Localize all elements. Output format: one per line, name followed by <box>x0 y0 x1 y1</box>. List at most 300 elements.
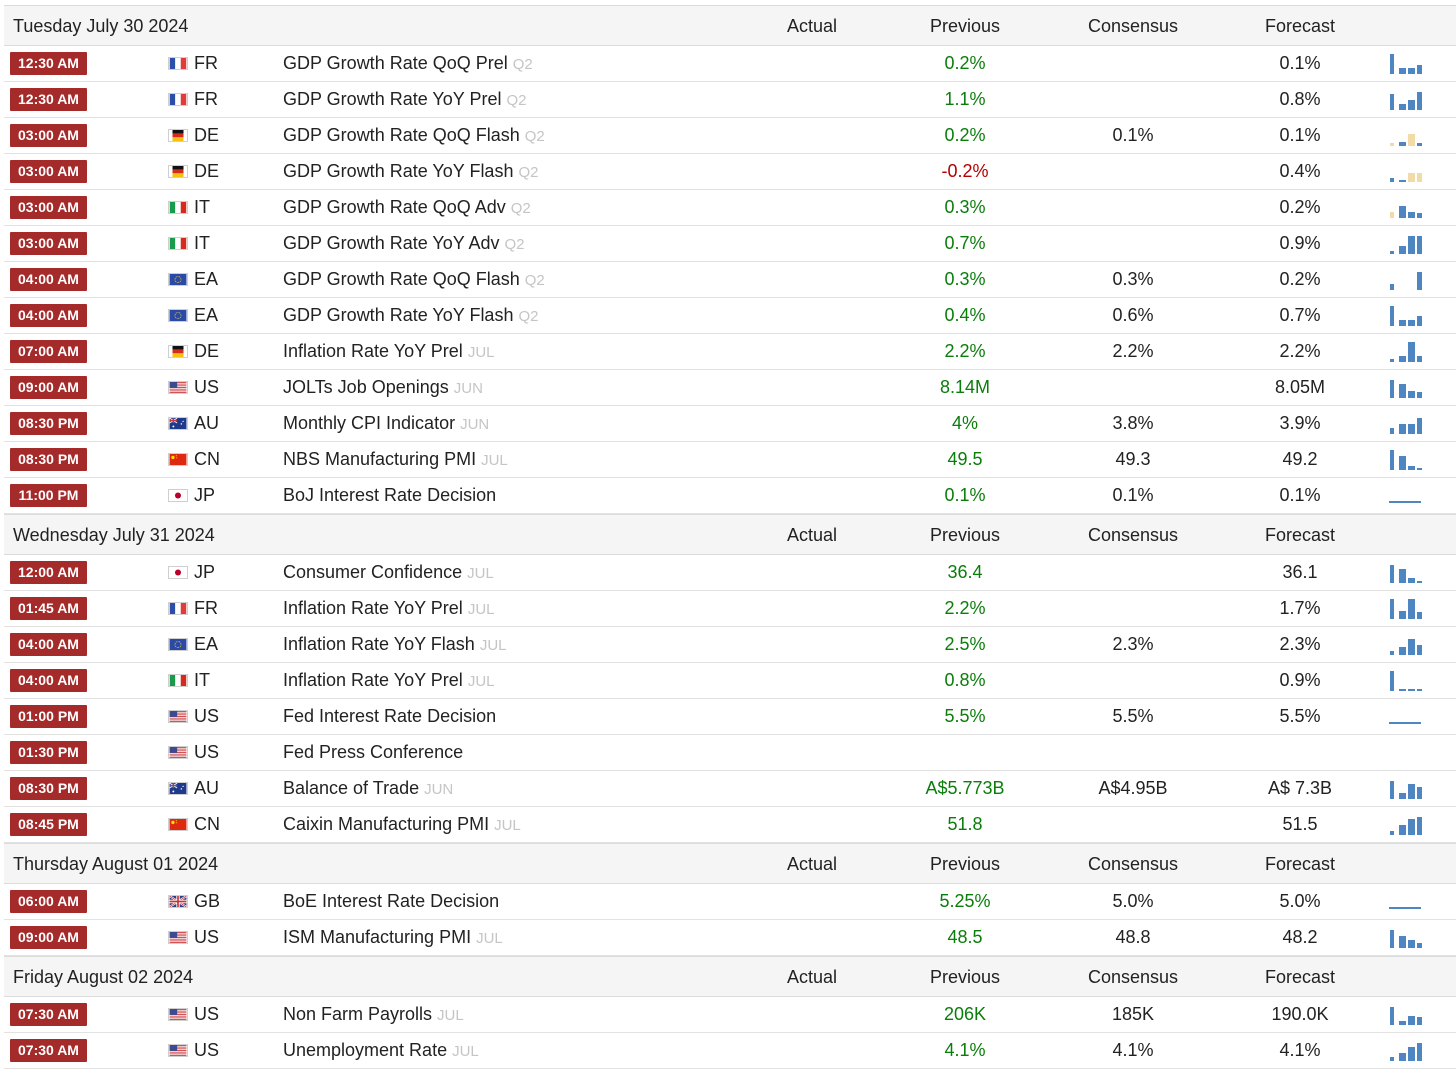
sparkline-bar <box>1417 65 1422 74</box>
sparkline-bar <box>1390 1057 1394 1061</box>
country-code: FR <box>194 598 218 618</box>
event-period: Q2 <box>518 164 539 181</box>
column-actual[interactable]: Actual <box>786 525 838 545</box>
sparkline-flat-line <box>1389 501 1421 503</box>
country-code: US <box>194 927 220 947</box>
sparkline-bar <box>1399 320 1406 326</box>
forecast-value: 5.0% <box>1279 891 1321 911</box>
sparkline-chart[interactable] <box>1388 778 1422 800</box>
forecast-value: 0.2% <box>1279 269 1321 289</box>
event-name-link[interactable] <box>283 197 531 218</box>
forecast-value: 8.05M <box>1274 377 1326 397</box>
sparkline-bar <box>1399 180 1406 182</box>
country-code: CN <box>194 814 220 834</box>
event-time-badge: 07:30 AM <box>10 1003 87 1026</box>
event-row[interactable] <box>4 118 1456 154</box>
event-name-link[interactable] <box>283 125 545 146</box>
day-header <box>4 514 1456 555</box>
event-row[interactable] <box>4 735 1456 771</box>
country-code: US <box>194 1004 220 1024</box>
column-forecast[interactable]: Forecast <box>1264 16 1336 36</box>
event-name-link[interactable] <box>283 449 508 470</box>
column-previous[interactable]: Previous <box>929 854 1001 874</box>
column-actual[interactable]: Actual <box>786 967 838 987</box>
sparkline-bar <box>1390 178 1394 182</box>
sparkline-chart[interactable] <box>1388 125 1422 147</box>
sparkline-bar <box>1390 599 1394 619</box>
sparkline-bar <box>1408 391 1415 398</box>
event-name: JOLTs Job Openings <box>283 377 449 397</box>
previous-value: 4.1% <box>944 1040 986 1060</box>
sparkline-bar <box>1399 793 1406 799</box>
event-row[interactable] <box>4 663 1456 699</box>
column-previous[interactable]: Previous <box>929 525 1001 545</box>
us-flag-icon <box>168 710 188 723</box>
previous-value: 0.3% <box>944 197 986 217</box>
previous-value: 0.2% <box>944 125 986 145</box>
event-name-link[interactable] <box>283 1004 464 1025</box>
country-code: JP <box>194 485 216 505</box>
forecast-value: 0.9% <box>1279 233 1321 253</box>
au-flag-icon <box>168 782 188 795</box>
column-consensus[interactable]: Consensus <box>1087 967 1179 987</box>
event-name-link[interactable] <box>283 1040 479 1061</box>
sparkline-bar <box>1390 251 1394 254</box>
sparkline-chart[interactable] <box>1388 634 1422 656</box>
sparkline-bar <box>1399 569 1406 583</box>
event-name-link[interactable] <box>283 161 538 182</box>
previous-value: 0.8% <box>944 670 986 690</box>
sparkline-bar <box>1390 94 1394 110</box>
consensus-value: 49.3 <box>1115 449 1151 469</box>
eu-flag-icon <box>168 638 188 651</box>
sparkline-chart[interactable] <box>1388 161 1422 183</box>
column-consensus[interactable]: Consensus <box>1087 525 1179 545</box>
event-name-link[interactable] <box>283 634 507 655</box>
event-time-badge: 03:00 AM <box>10 160 87 183</box>
event-name-link[interactable] <box>283 814 521 835</box>
sparkline-chart[interactable] <box>1388 53 1422 75</box>
event-time-badge: 01:45 AM <box>10 597 87 620</box>
sparkline-bar <box>1399 142 1406 146</box>
forecast-value: 2.2% <box>1279 341 1321 361</box>
sparkline-bar <box>1408 424 1415 434</box>
day-header <box>4 5 1456 46</box>
previous-value: 5.5% <box>944 706 986 726</box>
previous-value: 2.5% <box>944 634 986 654</box>
fr-flag-icon <box>168 602 188 615</box>
sparkline-bar <box>1417 817 1422 835</box>
sparkline-bar <box>1399 424 1406 434</box>
event-name-link[interactable] <box>283 377 483 398</box>
sparkline-chart[interactable] <box>1388 814 1422 836</box>
jp-flag-icon <box>168 566 188 579</box>
event-row[interactable] <box>4 478 1456 514</box>
event-row[interactable] <box>4 334 1456 370</box>
event-name: NBS Manufacturing PMI <box>283 449 477 469</box>
sparkline-bar <box>1390 428 1394 434</box>
event-time-badge: 01:30 PM <box>10 741 87 764</box>
sparkline-bar <box>1408 819 1415 835</box>
event-row[interactable] <box>4 555 1456 591</box>
event-row[interactable] <box>4 190 1456 226</box>
event-name-link[interactable] <box>283 562 494 583</box>
country-code: US <box>194 706 220 726</box>
event-row[interactable] <box>4 154 1456 190</box>
forecast-value: 1.7% <box>1279 598 1321 618</box>
sparkline-bar <box>1390 380 1394 398</box>
sparkline-chart[interactable] <box>1388 449 1422 471</box>
event-period: JUL <box>452 1043 479 1060</box>
event-name: Fed Interest Rate Decision <box>283 706 497 726</box>
sparkline-bar <box>1417 418 1422 434</box>
sparkline-chart[interactable] <box>1388 598 1422 620</box>
forecast-value: 0.1% <box>1279 485 1321 505</box>
sparkline-bar <box>1408 1016 1415 1025</box>
forecast-value: A$ 7.3B <box>1267 778 1333 798</box>
consensus-value: A$4.95B <box>1098 778 1168 798</box>
sparkline-flat-line <box>1389 907 1421 909</box>
previous-value: 48.5 <box>947 927 983 947</box>
sparkline-bar <box>1408 320 1415 326</box>
forecast-value: 2.3% <box>1279 634 1321 654</box>
sparkline-bar <box>1390 565 1394 583</box>
country-code: US <box>194 1040 220 1060</box>
sparkline-bar <box>1417 356 1422 362</box>
sparkline-bar <box>1399 206 1406 218</box>
previous-value: 5.25% <box>939 891 991 911</box>
sparkline-bar <box>1408 578 1415 583</box>
event-row[interactable] <box>4 1033 1456 1069</box>
sparkline-bar <box>1417 645 1422 655</box>
country-code: EA <box>194 634 219 654</box>
forecast-value: 5.5% <box>1279 706 1321 726</box>
sparkline-bar <box>1390 450 1394 470</box>
column-forecast[interactable]: Forecast <box>1264 854 1336 874</box>
event-name-link[interactable] <box>283 742 468 763</box>
column-previous[interactable]: Previous <box>929 16 1001 36</box>
event-name: Monthly CPI Indicator <box>283 413 456 433</box>
country-code: JP <box>194 562 216 582</box>
event-time-badge: 12:30 AM <box>10 88 87 111</box>
sparkline-bar <box>1390 306 1394 326</box>
sparkline-chart[interactable] <box>1388 742 1422 764</box>
sparkline-chart[interactable] <box>1388 562 1422 584</box>
event-row[interactable] <box>4 298 1456 334</box>
forecast-value: 4.1% <box>1279 1040 1321 1060</box>
sparkline-chart[interactable] <box>1388 927 1422 949</box>
sparkline-flat-line <box>1389 722 1421 724</box>
consensus-value: 0.1% <box>1112 125 1154 145</box>
event-time-badge: 04:00 AM <box>10 633 87 656</box>
event-name: Unemployment Rate <box>283 1040 448 1060</box>
column-consensus[interactable]: Consensus <box>1087 854 1179 874</box>
sparkline-bar <box>1417 392 1422 398</box>
sparkline-chart[interactable] <box>1388 269 1422 291</box>
country-code: US <box>194 742 220 762</box>
sparkline-bar <box>1408 940 1415 948</box>
event-row[interactable] <box>4 920 1456 956</box>
event-time-badge: 04:00 AM <box>10 304 87 327</box>
sparkline-chart[interactable] <box>1388 891 1422 913</box>
event-name: Inflation Rate YoY Flash <box>283 634 475 654</box>
sparkline-chart[interactable] <box>1388 197 1422 219</box>
sparkline-bar <box>1390 930 1394 948</box>
sparkline-bar <box>1417 689 1422 691</box>
sparkline-bar <box>1390 781 1394 799</box>
sparkline-chart[interactable] <box>1388 1040 1422 1062</box>
sparkline-bar <box>1417 943 1422 948</box>
consensus-value: 2.3% <box>1112 634 1154 654</box>
event-row[interactable] <box>4 82 1456 118</box>
consensus-value: 5.5% <box>1112 706 1154 726</box>
event-period: Q2 <box>518 308 539 325</box>
event-time-badge: 08:30 PM <box>10 448 87 471</box>
country-code: IT <box>194 670 210 690</box>
event-name: BoE Interest Rate Decision <box>283 891 500 911</box>
event-row[interactable] <box>4 627 1456 663</box>
event-time-badge: 07:30 AM <box>10 1039 87 1062</box>
event-name-link[interactable] <box>283 598 495 619</box>
event-row[interactable] <box>4 442 1456 478</box>
event-name: ISM Manufacturing PMI <box>283 927 472 947</box>
country-code: FR <box>194 89 218 109</box>
us-flag-icon <box>168 381 188 394</box>
day-date: Tuesday July 30 2024 <box>13 16 189 36</box>
country-code: IT <box>194 197 210 217</box>
event-period: Q2 <box>524 128 545 145</box>
event-name-link[interactable] <box>283 706 501 727</box>
event-time-badge: 12:00 AM <box>10 561 87 584</box>
event-name-link[interactable] <box>283 53 533 74</box>
event-row[interactable] <box>4 226 1456 262</box>
forecast-value: 0.2% <box>1279 197 1321 217</box>
event-period: JUL <box>494 817 521 834</box>
previous-value: A$5.773B <box>925 778 1005 798</box>
previous-value: 2.2% <box>944 341 986 361</box>
sparkline-chart[interactable] <box>1388 341 1422 363</box>
de-flag-icon <box>168 165 188 178</box>
event-row[interactable] <box>4 771 1456 807</box>
event-period: JUL <box>479 637 507 654</box>
sparkline-bar <box>1417 173 1422 182</box>
event-row[interactable] <box>4 262 1456 298</box>
sparkline-bar <box>1390 1007 1394 1025</box>
event-row[interactable] <box>4 406 1456 442</box>
event-name-link[interactable] <box>283 413 489 434</box>
event-name-link[interactable] <box>283 341 495 362</box>
event-name: GDP Growth Rate QoQ Adv <box>283 197 506 217</box>
event-name-link[interactable] <box>283 89 526 110</box>
event-row[interactable] <box>4 370 1456 406</box>
sparkline-bar <box>1408 100 1415 110</box>
sparkline-chart[interactable] <box>1388 670 1422 692</box>
it-flag-icon <box>168 201 188 214</box>
consensus-value: 0.3% <box>1112 269 1154 289</box>
sparkline-bar <box>1399 384 1406 398</box>
event-name-link[interactable] <box>283 927 503 948</box>
sparkline-bar <box>1390 143 1394 146</box>
event-time-badge: 08:45 PM <box>10 813 87 836</box>
sparkline-bar <box>1417 236 1422 254</box>
consensus-value: 48.8 <box>1115 927 1151 947</box>
event-period: JUN <box>453 380 483 397</box>
sparkline-bar <box>1408 639 1415 655</box>
sparkline-bar <box>1417 92 1422 110</box>
consensus-value: 2.2% <box>1112 341 1154 361</box>
us-flag-icon <box>168 1044 188 1057</box>
forecast-value: 0.4% <box>1279 161 1321 181</box>
event-period: JUN <box>460 416 490 433</box>
sparkline-bar <box>1399 356 1406 362</box>
event-period: Q2 <box>504 236 525 253</box>
sparkline-chart[interactable] <box>1388 233 1422 255</box>
sparkline-bar <box>1417 1043 1422 1061</box>
sparkline-bar <box>1417 581 1422 583</box>
column-actual[interactable]: Actual <box>786 854 838 874</box>
sparkline-bar <box>1417 143 1422 146</box>
previous-value: 4% <box>951 413 979 433</box>
forecast-value: 190.0K <box>1271 1004 1329 1024</box>
event-name-link[interactable] <box>283 778 453 799</box>
economic-calendar <box>4 5 1456 1069</box>
sparkline-bar <box>1399 456 1406 470</box>
event-row[interactable] <box>4 807 1456 843</box>
event-name: Inflation Rate YoY Prel <box>283 341 463 361</box>
sparkline-chart[interactable] <box>1388 485 1422 507</box>
column-forecast[interactable]: Forecast <box>1264 525 1336 545</box>
sparkline-bar <box>1417 272 1422 290</box>
event-name: GDP Growth Rate QoQ Flash <box>283 269 520 289</box>
consensus-value: 185K <box>1111 1004 1155 1024</box>
event-name-link[interactable] <box>283 485 501 506</box>
us-flag-icon <box>168 931 188 944</box>
sparkline-bar <box>1408 173 1415 182</box>
country-code: US <box>194 377 220 397</box>
previous-value: 36.4 <box>947 562 983 582</box>
sparkline-chart[interactable] <box>1388 1004 1422 1026</box>
sparkline-bar <box>1408 1047 1415 1061</box>
event-period: Q2 <box>506 92 527 109</box>
event-row[interactable] <box>4 46 1456 82</box>
event-time-badge: 03:00 AM <box>10 124 87 147</box>
sparkline-bar <box>1390 651 1394 655</box>
day-date: Wednesday July 31 2024 <box>13 525 215 545</box>
forecast-value: 0.7% <box>1279 305 1321 325</box>
event-period: JUL <box>467 565 494 582</box>
event-row[interactable] <box>4 997 1456 1033</box>
forecast-value: 36.1 <box>1282 562 1318 582</box>
eu-flag-icon <box>168 309 188 322</box>
event-name: GDP Growth Rate YoY Adv <box>283 233 500 253</box>
event-time-badge: 04:00 AM <box>10 268 87 291</box>
sparkline-bar <box>1399 246 1406 254</box>
sparkline-bar <box>1408 236 1415 254</box>
sparkline-bar <box>1408 689 1415 691</box>
sparkline-bar <box>1417 468 1422 470</box>
forecast-value: 0.1% <box>1279 53 1321 73</box>
forecast-value: 48.2 <box>1282 927 1318 947</box>
column-actual[interactable]: Actual <box>786 16 838 36</box>
event-period: JUN <box>424 781 454 798</box>
sparkline-bar <box>1408 599 1415 619</box>
sparkline-chart[interactable] <box>1388 413 1422 435</box>
event-name-link[interactable] <box>283 305 538 326</box>
country-code: DE <box>194 125 220 145</box>
consensus-value: 5.0% <box>1112 891 1154 911</box>
column-previous[interactable]: Previous <box>929 967 1001 987</box>
sparkline-chart[interactable] <box>1388 706 1422 728</box>
sparkline-chart[interactable] <box>1388 377 1422 399</box>
sparkline-bar <box>1417 1017 1422 1025</box>
country-code: AU <box>194 413 220 433</box>
us-flag-icon <box>168 1008 188 1021</box>
event-time-badge: 08:30 PM <box>10 777 87 800</box>
sparkline-bar <box>1390 671 1394 691</box>
event-period: Q2 <box>524 272 545 289</box>
forecast-value: 0.9% <box>1279 670 1321 690</box>
cn-flag-icon <box>168 453 188 466</box>
event-name-link[interactable] <box>283 269 545 290</box>
sparkline-bar <box>1399 1021 1406 1025</box>
event-name: Fed Press Conference <box>283 742 464 762</box>
event-period: JUL <box>476 930 503 947</box>
event-period: JUL <box>481 452 508 469</box>
it-flag-icon <box>168 674 188 687</box>
sparkline-bar <box>1399 1053 1406 1061</box>
sparkline-bar <box>1408 466 1415 470</box>
previous-value: 0.1% <box>944 485 986 505</box>
sparkline-bar <box>1408 784 1415 799</box>
event-name-link[interactable] <box>283 233 524 254</box>
forecast-value: 49.2 <box>1282 449 1318 469</box>
event-period: JUL <box>467 673 495 690</box>
column-consensus[interactable]: Consensus <box>1087 16 1179 36</box>
event-name: GDP Growth Rate QoQ Prel <box>283 53 508 73</box>
sparkline-bar <box>1408 68 1415 74</box>
sparkline-chart[interactable] <box>1388 305 1422 327</box>
event-time-badge: 12:30 AM <box>10 52 87 75</box>
event-row[interactable] <box>4 884 1456 920</box>
event-row[interactable] <box>4 591 1456 627</box>
column-forecast[interactable]: Forecast <box>1264 967 1336 987</box>
event-name: Caixin Manufacturing PMI <box>283 814 490 834</box>
event-time-badge: 04:00 AM <box>10 669 87 692</box>
country-code: GB <box>194 891 221 911</box>
event-name-link[interactable] <box>283 670 495 691</box>
event-name-link[interactable] <box>283 891 504 912</box>
sparkline-bar <box>1417 612 1422 619</box>
consensus-value: 3.8% <box>1112 413 1154 433</box>
previous-value: 49.5 <box>947 449 983 469</box>
country-code: CN <box>194 449 220 469</box>
sparkline-bar <box>1399 647 1406 655</box>
sparkline-bar <box>1399 825 1406 835</box>
day-date: Friday August 02 2024 <box>13 967 194 987</box>
previous-value: 0.3% <box>944 269 986 289</box>
sparkline-chart[interactable] <box>1388 89 1422 111</box>
event-name: GDP Growth Rate QoQ Flash <box>283 125 520 145</box>
de-flag-icon <box>168 345 188 358</box>
event-row[interactable] <box>4 699 1456 735</box>
event-name: GDP Growth Rate YoY Prel <box>283 89 502 109</box>
event-period: Q2 <box>510 200 531 217</box>
previous-value: 0.7% <box>944 233 986 253</box>
event-time-badge: 09:00 AM <box>10 376 87 399</box>
event-time-badge: 08:30 PM <box>10 412 87 435</box>
country-code: IT <box>194 233 210 253</box>
forecast-value: 3.9% <box>1279 413 1321 433</box>
